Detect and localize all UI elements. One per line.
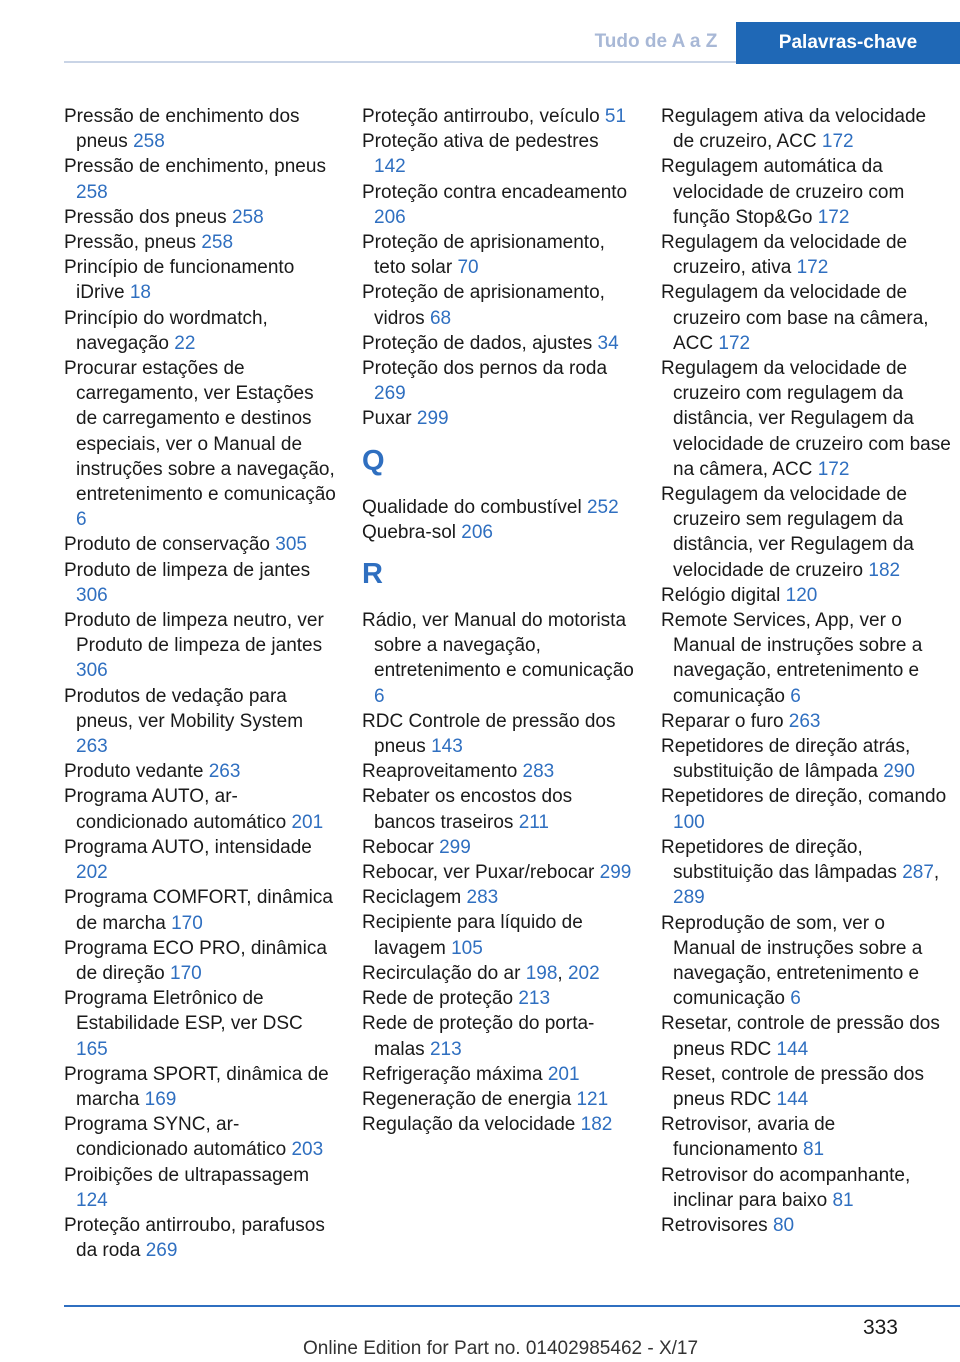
index-entry: [64, 1062, 336, 1112]
page-reference-link[interactable]: 269: [145, 1240, 178, 1262]
index-entry: [362, 331, 634, 356]
index-entry: [362, 406, 634, 431]
index-entry-text: Rádio, ver Manual do motorista sobre a navegação, entretenimento e comunicação: [362, 610, 634, 682]
page-reference-link[interactable]: 283: [522, 761, 555, 783]
index-column-3: [661, 104, 951, 1238]
index-entry: [362, 1087, 634, 1112]
index-entry: [64, 255, 336, 305]
index-entry-text: Proteção contra encadeamento: [362, 181, 628, 203]
index-entry: [362, 910, 634, 960]
index-entry-text: Programa SYNC, ar-condicionado automático: [64, 1114, 287, 1161]
index-entry: [64, 759, 336, 784]
index-entry-text: Reparar o furo: [661, 710, 784, 732]
page-reference-link[interactable]: 172: [817, 458, 850, 480]
index-entry: [64, 835, 336, 885]
page-reference-link[interactable]: 299: [416, 408, 449, 430]
page-reference-link[interactable]: 70: [457, 257, 479, 279]
index-entry-text: Programa AUTO, ar-condicionado automático: [64, 786, 287, 833]
page-reference-link[interactable]: 198: [525, 962, 558, 984]
page-reference-link[interactable]: 258: [76, 181, 108, 203]
index-entry: [64, 986, 336, 1062]
index-entry: [64, 306, 336, 356]
index-entry: [64, 784, 336, 834]
index-entry: [64, 1163, 336, 1213]
page-reference-link[interactable]: 22: [174, 332, 196, 354]
index-entry: [64, 558, 336, 608]
index-entry: [362, 1011, 634, 1061]
index-entry: [661, 154, 951, 230]
page-reference-link[interactable]: 305: [275, 534, 307, 556]
index-entry-text: Regulagem da velocidade de cruzeiro com regulagem da distância, ver Regulagem da velocidade de cruzeiro com base na câmera, ACC: [661, 358, 951, 480]
page-reference-link[interactable]: 6: [790, 988, 801, 1010]
page-reference-link[interactable]: 206: [461, 521, 493, 543]
index-entry-text: Proteção antirroubo, parafusos da roda: [64, 1214, 325, 1262]
index-entry: [64, 684, 336, 760]
page-reference-link[interactable]: 170: [171, 912, 203, 934]
page-reference-link[interactable]: 172: [718, 332, 751, 354]
index-entry-text: Remote Services, App, ver o Manual de instruções sobre a navegação, entretenimento e comunicação: [661, 610, 923, 707]
index-entry: [362, 986, 634, 1011]
index-entry: [362, 885, 634, 910]
page-number: 333: [862, 1316, 898, 1339]
index-entry-text: Repetidores de direção, comando: [661, 786, 947, 808]
index-entry: [362, 608, 634, 709]
tab-tudo-de-a-a-z[interactable]: Tudo de A a Z: [594, 31, 718, 52]
index-entry-text: Produto de limpeza de jantes: [64, 559, 311, 581]
index-entry: [661, 1213, 951, 1238]
index-entry-text: Proteção ativa de pedestres: [362, 131, 599, 153]
page-reference-link[interactable]: 121: [576, 1088, 609, 1110]
index-entry: [362, 230, 634, 280]
page-reference-link[interactable]: 269: [374, 383, 406, 405]
index-entry-text: Retrovisor, avaria de funcionamento: [661, 1114, 836, 1161]
index-entry: [661, 784, 951, 834]
page-reference-link[interactable]: 144: [776, 1038, 809, 1060]
index-entry: [661, 230, 951, 280]
page-reference-link[interactable]: 172: [817, 206, 850, 228]
tab-palavras-chave[interactable]: Palavras-chave: [736, 22, 960, 64]
index-entry-text: Rede de proteção: [362, 988, 514, 1010]
index-entry-text: Regeneração de energia: [362, 1088, 572, 1110]
index-entry: [64, 1112, 336, 1162]
index-entry-text: Programa SPORT, dinâmica de marcha: [64, 1063, 329, 1110]
page-reference-link[interactable]: 172: [821, 131, 854, 153]
index-entry-text: Recipiente para líquido de lavagem: [362, 912, 583, 959]
page-reference-link[interactable]: 202: [567, 962, 600, 984]
index-entry: [661, 482, 951, 583]
index-entry: [64, 104, 336, 154]
index-entry: [64, 608, 336, 684]
page-reference-link[interactable]: 144: [776, 1088, 809, 1110]
index-entry-text: Produto de limpeza neutro, ver Produto de limpeza de jantes: [64, 610, 324, 657]
page-reference-link[interactable]: 202: [76, 862, 108, 884]
index-entry: [64, 356, 336, 532]
index-entry-text: Reaproveitamento: [362, 761, 518, 783]
page-reference-link[interactable]: 283: [466, 887, 499, 909]
page-reference-link[interactable]: 299: [599, 862, 632, 884]
page-reference-link[interactable]: 18: [129, 282, 151, 304]
index-entry-text: Proteção antirroubo, veículo: [362, 106, 600, 127]
page-reference-link[interactable]: 213: [429, 1038, 462, 1060]
index-entry-text: Regulação da velocidade: [362, 1114, 576, 1136]
page-reference-link[interactable]: 203: [291, 1139, 324, 1161]
page-reference-link[interactable]: 6: [374, 685, 385, 707]
page-reference-link[interactable]: 258: [133, 131, 165, 153]
index-entry-text: Regulagem automática da velocidade de cruzeiro com função Stop&Go: [661, 156, 905, 228]
page-reference-link[interactable]: 213: [518, 988, 551, 1010]
index-entry-text: Programa ECO PRO, dinâmica de direção: [64, 937, 327, 984]
index-entry: [661, 608, 951, 709]
index-entry: [64, 154, 336, 204]
page-reference-link[interactable]: 165: [76, 1038, 108, 1060]
index-entry-text: Relógio digital: [661, 584, 781, 606]
index-entry: [362, 129, 634, 179]
index-column-1: [64, 104, 336, 1263]
page-reference-link[interactable]: 299: [439, 836, 471, 858]
page-reference-link[interactable]: 105: [451, 937, 483, 959]
index-entry: [64, 205, 336, 230]
page-reference-link[interactable]: 211: [518, 811, 549, 833]
index-entry: [661, 104, 951, 154]
index-entry-text: Rede de proteção do porta-malas: [362, 1013, 595, 1060]
footer-rule: [64, 1305, 960, 1307]
page-reference-link[interactable]: 306: [76, 584, 108, 606]
index-entry-text: Quebra-sol: [362, 521, 456, 543]
index-entry-text: Rebocar, ver Puxar/rebocar: [362, 862, 595, 884]
page-reference-link[interactable]: 201: [291, 811, 324, 833]
page-reference-link[interactable]: 252: [586, 496, 619, 518]
section-letter: Q: [362, 444, 385, 477]
page-reference-link[interactable]: 206: [374, 206, 406, 228]
index-entry-text: Proteção de aprisionamento, teto solar: [362, 232, 605, 279]
index-entry-text: Pressão dos pneus: [64, 206, 227, 228]
index-entry-text: Proibições de ultrapassagem: [64, 1164, 310, 1186]
page-reference-link[interactable]: 51: [604, 106, 627, 127]
index-entry-text: Regulagem da velocidade de cruzeiro, ativa: [661, 232, 908, 279]
index-entry: [362, 759, 634, 784]
page-reference-link[interactable]: 306: [76, 660, 108, 682]
page-reference-link[interactable]: 289: [673, 887, 705, 909]
index-entry: [64, 532, 336, 557]
page-reference-link[interactable]: 142: [374, 156, 406, 178]
index-entry-text: Produto de conservação: [64, 534, 270, 556]
index-entry: [64, 1213, 336, 1263]
index-entry-text: Regulagem ativa da velocidade de cruzeiro, ACC: [661, 106, 927, 153]
index-entry-text: Proteção de aprisionamento, vidros: [362, 282, 605, 329]
index-entry: [661, 1011, 951, 1061]
index-entry-text: Repetidores de direção, substituição das lâmpadas: [661, 836, 897, 884]
index-entry: [362, 1112, 634, 1137]
index-entry: [64, 230, 336, 255]
index-entry: [661, 280, 951, 356]
index-entry-text: Pressão, pneus: [64, 232, 197, 254]
index-entry-text: Rebater os encostos dos bancos traseiros: [362, 786, 573, 833]
page-reference-link[interactable]: 120: [785, 584, 818, 606]
index-entry: [661, 734, 951, 784]
page-reference-link[interactable]: 100: [673, 811, 705, 833]
section-letter: R: [362, 558, 383, 591]
page-reference-link[interactable]: 169: [144, 1088, 177, 1110]
page-reference-link[interactable]: 258: [201, 232, 234, 254]
index-entry: [362, 180, 634, 230]
page-reference-link[interactable]: 263: [76, 736, 108, 758]
index-entry-text: Regulagem da velocidade de cruzeiro com base na câmera, ACC: [661, 282, 929, 354]
index-entry-text: Reciclagem: [362, 887, 462, 909]
index-entry-text: Produto vedante: [64, 761, 204, 783]
index-entry-text: Refrigeração máxima: [362, 1063, 543, 1085]
index-entry: [362, 104, 634, 129]
index-entry-text: Resetar, controle de pressão dos pneus RDC: [661, 1013, 940, 1060]
page-reference-link[interactable]: 6: [790, 685, 801, 707]
index-entry: Recirculação do ar 198, 202: [362, 962, 600, 984]
index-entry-text: Retrovisor do acompanhante, inclinar para baixo: [661, 1164, 911, 1211]
index-entry: [661, 583, 951, 608]
page-reference-link[interactable]: 6: [76, 509, 87, 531]
page-reference-link[interactable]: 258: [231, 206, 264, 228]
page-reference-link[interactable]: 182: [580, 1114, 613, 1136]
index-entry-text: Rebocar: [362, 836, 434, 858]
index-entry: [661, 1163, 951, 1213]
index-entry: [661, 356, 951, 482]
index-entry: [362, 1062, 634, 1087]
page-reference-link[interactable]: 263: [788, 710, 821, 732]
index-entry: [64, 885, 336, 935]
index-entry: [661, 911, 951, 1012]
index-entry: [362, 356, 634, 406]
page-reference-link[interactable]: 263: [208, 761, 241, 783]
page-reference-link[interactable]: 201: [547, 1063, 580, 1085]
page-reference-link[interactable]: 34: [597, 332, 619, 354]
page-reference-link[interactable]: 80: [772, 1214, 795, 1236]
index-entry-text: Princípio de funcionamento iDrive: [64, 257, 295, 304]
index-entry-text: Qualidade do combustível: [362, 496, 582, 518]
index-entry-text: Repetidores de direção atrás, substituição de lâmpada: [661, 736, 911, 783]
index-entry-text: Puxar: [362, 408, 412, 430]
footer-edition-note: Online Edition for Part no. 01402985462 - X/17: [303, 1338, 699, 1359]
page-reference-link[interactable]: 170: [170, 962, 202, 984]
index-entry: [362, 784, 634, 834]
page-reference-link[interactable]: 290: [883, 761, 915, 783]
index-entry: [661, 709, 951, 734]
page-reference-link[interactable]: 143: [431, 736, 463, 758]
page-reference-link[interactable]: 81: [832, 1189, 854, 1211]
index-entry: [661, 1062, 951, 1112]
page-reference-link[interactable]: 68: [429, 307, 452, 329]
page-reference-link[interactable]: 182: [868, 559, 901, 581]
index-entry: [362, 520, 634, 545]
index-entry: [362, 835, 634, 860]
index-entry: [661, 1112, 951, 1162]
index-entry-text: Pressão de enchimento dos pneus: [64, 106, 300, 153]
index-entry-text: Pressão de enchimento, pneus: [64, 156, 326, 178]
index-entry: [362, 860, 634, 885]
index-column-2: [362, 104, 634, 1137]
index-entry: [362, 495, 634, 520]
page-reference-link[interactable]: 172: [796, 257, 829, 279]
index-entry-text: Proteção dos pernos da roda: [362, 358, 608, 380]
page-reference-link[interactable]: 287: [902, 862, 934, 884]
index-entry-text: RDC Controle de pressão dos pneus: [362, 710, 616, 758]
index-entry-text: Programa COMFORT, dinâmica de marcha: [64, 887, 333, 934]
index-entry-text: Programa AUTO, intensidade: [64, 836, 312, 858]
index-entry: [64, 936, 336, 986]
index-entry-text: Proteção de dados, ajustes: [362, 332, 593, 354]
index-entry-text: Produtos de vedação para pneus, ver Mobility System: [64, 685, 304, 732]
index-entry-text: Reprodução de som, ver o Manual de instruções sobre a navegação, entretenimento e comunicação: [661, 912, 923, 1010]
index-entry-text: Procurar estações de carregamento, ver Estações de carregamento e destinos especiais, ver o Manual de instruções sobre a navegação, entretenimento e comunicação: [64, 358, 336, 506]
page-reference-link[interactable]: 124: [76, 1189, 108, 1211]
index-entry-text: Princípio do wordmatch, navegação: [64, 307, 268, 354]
index-entry: Repetidores de direção, substituição das lâmpadas 287, 289: [661, 836, 940, 909]
index-entry-text: Retrovisores: [661, 1214, 768, 1236]
index-entry-text: Recirculação do ar: [362, 962, 521, 984]
index-entry: [362, 709, 634, 759]
index-entry-text: Reset, controle de pressão dos pneus RDC: [661, 1063, 924, 1110]
page-reference-link[interactable]: 81: [802, 1139, 825, 1161]
index-entry-text: Regulagem da velocidade de cruzeiro sem regulagem da distância, ver Regulagem da velocidade de cruzeiro: [661, 484, 914, 581]
index-entry-text: Programa Eletrônico de Estabilidade ESP, ver DSC: [64, 988, 303, 1035]
index-entry: [362, 280, 634, 330]
